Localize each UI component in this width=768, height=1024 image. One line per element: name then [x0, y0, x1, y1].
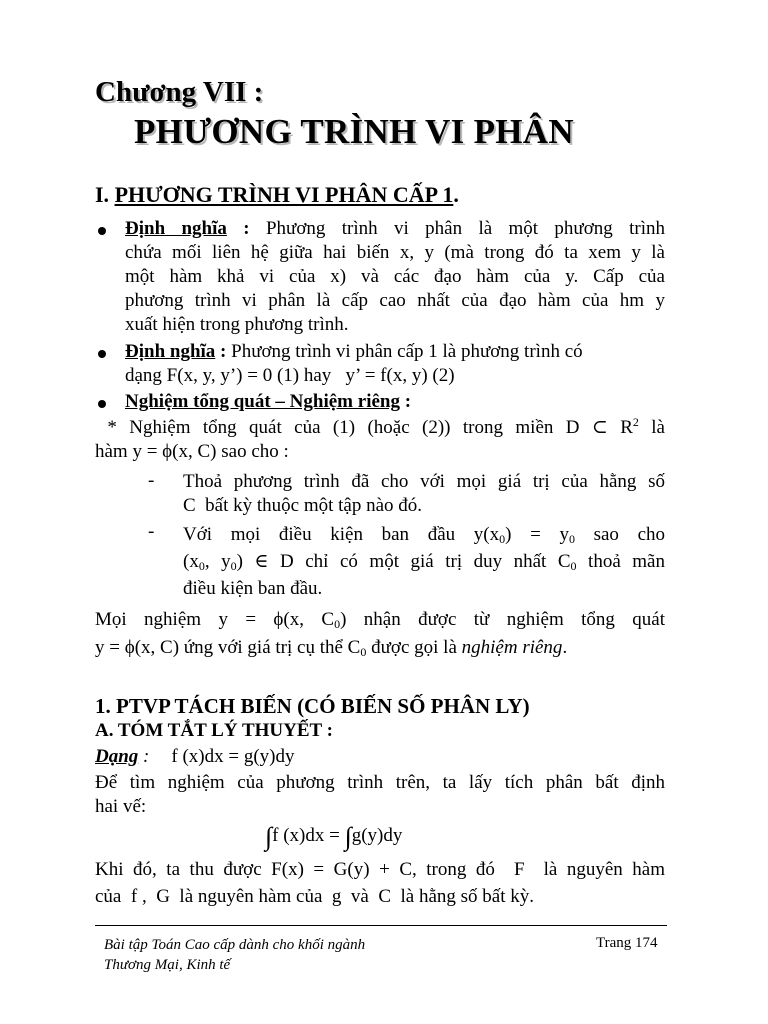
bullet: [98, 350, 106, 358]
point-formula: ($x_0$, $y_0$) ∈ D: [183, 551, 294, 573]
definition-label: Định nghĩa: [125, 341, 216, 362]
method-text: Để tìm nghiệm của phương trình trên, ta lấy tích phân bất định hai vế:: [95, 772, 665, 817]
section-heading: [95, 182, 459, 208]
c0-constant: $C_0$: [557, 551, 577, 573]
antiderivative-formula: F(x) = G(y) + C: [271, 859, 412, 880]
form-line: Dạng : f (x)dx = g(y)dy: [95, 746, 295, 767]
integral-formula: ∫f (x)dx = ∫g(y)dy: [265, 822, 403, 851]
integral-sign: ∫: [265, 822, 273, 851]
definition-1: Định nghĩa : Phương trình vi phân là một phương trình chứa mối liên hệ giữa hai biến x, y (mà trong đó ta xem y là một hàm khả vi của x) và các đạo hàm của y. Cấp của phương trình vi phân là cấp cao nhất của đạo hàm của hm y xuất hiện trong phương trình.: [125, 218, 666, 335]
particular-formula: y = ϕ(x, $C_0$): [218, 609, 347, 631]
footer-text: Bài tập Toán Cao cấp dành cho khối ngành Thương Mại, Kinh tế: [104, 937, 366, 973]
dash-marker: -: [148, 521, 155, 542]
definition-label: Nghiệm tổng quát – Nghiệm riêng: [125, 391, 400, 412]
subsection-heading: 1. PTVP TÁCH BIẾN (CÓ BIẾN SỐ PHÂN LY): [95, 694, 530, 718]
chapter-label: Chương VII :: [95, 76, 264, 108]
subsection-subheading: A. TÓM TẮT LÝ THUYẾT :: [95, 720, 333, 741]
section-heading-text: PHƯƠNG TRÌNH VI PHÂN CẤP 1: [114, 182, 454, 207]
chapter-title: PHƯƠNG TRÌNH VI PHÂN: [134, 112, 574, 151]
initial-condition-formula: $y(x_0) = y_0$: [473, 524, 575, 546]
c0-constant: $C_0$: [347, 637, 367, 659]
section-suffix: .: [453, 182, 459, 207]
condition-1: Thoả phương trình đã cho với mọi giá trị của hằng số C bất kỳ thuộc một tập nào đó.: [183, 471, 665, 516]
general-formula: y = ϕ(x, C): [95, 637, 180, 658]
particular-solution-term: nghiệm riêng: [461, 637, 563, 658]
bullet: [98, 227, 106, 235]
definition-3: Nghiệm tổng quát – Nghiệm riêng :: [125, 391, 412, 412]
integral-sign: ∫: [344, 822, 352, 851]
page-number: Trang 174: [596, 935, 658, 951]
general-solution: * Nghiệm tổng quát của (1) (hoặc (2)) trong miền D ⊂ $R^2$ là hàm y = ϕ(x, C) sao cho :: [95, 415, 665, 462]
footer-divider: [95, 925, 667, 926]
dash-marker: -: [148, 470, 155, 491]
form-label: Dạng: [95, 746, 139, 767]
section-prefix: I.: [95, 182, 115, 207]
particular-solution: Mọi nghiệm y = ϕ(x, $C_0$) nhận được từ nghiệm tổng quát y = ϕ(x, C) ứng với giá trị cụ thể $C_0$ được gọi là nghiệm riêng.: [95, 609, 665, 659]
domain-formula: D ⊂ $R^2$: [565, 415, 639, 438]
separable-formula: f (x)dx = g(y)dy: [171, 746, 295, 767]
function-formula: y = ϕ(x, C): [132, 441, 217, 462]
definition-label: Định nghĩa: [125, 218, 227, 239]
definition-2: Định nghĩa : Phương trình vi phân cấp 1 là phương trình có dạng F(x, y, y’) = 0 (1) hay y’ = f(x, y) (2): [125, 341, 583, 386]
bullet: [98, 400, 106, 408]
condition-2: Với mọi điều kiện ban đầu $y(x_0) = y_0$ sao cho ($x_0$, $y_0$) ∈ D chỉ có một giá trị duy nhất $C_0$ thoả mãn điều kiện ban đầu.: [183, 524, 666, 599]
result-text: Khi đó, ta thu được F(x) = G(y) + C, trong đó F là nguyên hàm của f , G là nguyên hàm của g và C là hằng số bất kỳ.: [95, 859, 666, 907]
